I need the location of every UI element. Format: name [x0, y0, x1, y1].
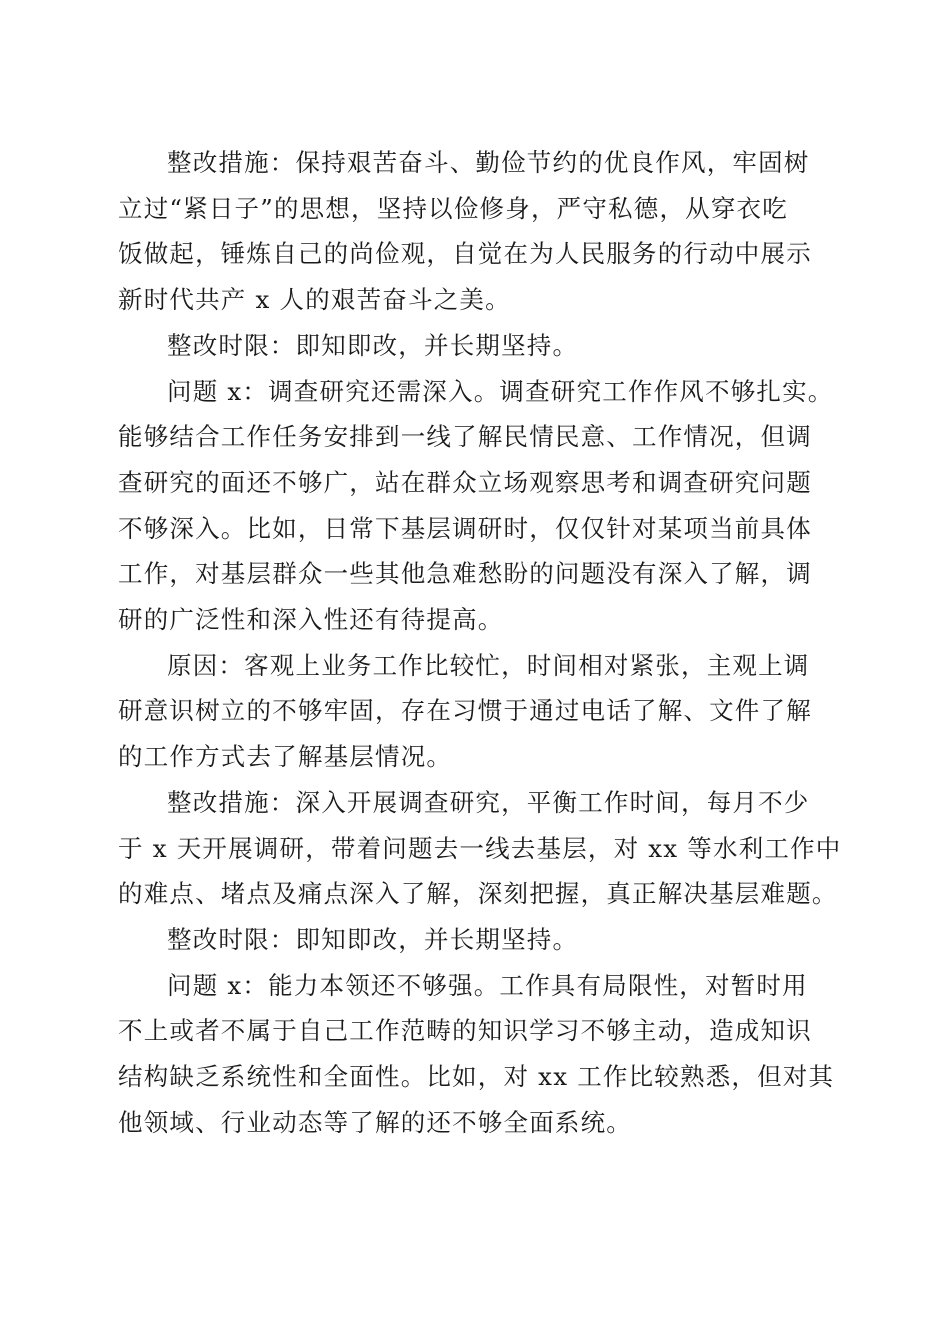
text-line: 整改时限：即知即改，并长期坚持。 [167, 924, 579, 954]
text-line: 研的广泛性和深入性还有待提高。 [118, 605, 504, 635]
text-line: 查研究的面还不够广，站在群众立场观察思考和调查研究问题 [118, 467, 812, 497]
text-line: 问题 x：调查研究还需深入。调查研究工作作风不够扎实。 [167, 376, 834, 406]
text-line: 不够深入。比如，日常下基层调研时，仅仅针对某项当前具体 [118, 513, 812, 543]
text-line: 的工作方式去了解基层情况。 [118, 742, 453, 772]
text-line: 问题 x：能力本领还不够强。工作具有局限性，对暂时用 [167, 970, 808, 1000]
paragraph-problem-ability [118, 963, 840, 1146]
paragraph-rectification-deadline [118, 917, 840, 963]
text-line: 新时代共产 x 人的艰苦奋斗之美。 [118, 285, 511, 315]
text-line: 能够结合工作任务安排到一线了解民情民意、工作情况，但调 [118, 422, 812, 452]
text-line: 饭做起，锤炼自己的尚俭观，自觉在为人民服务的行动中展示 [118, 239, 812, 269]
paragraph-problem-investigation [118, 369, 840, 643]
text-line: 整改措施：深入开展调查研究，平衡工作时间，每月不少 [167, 787, 810, 817]
text-line: 工作，对基层群众一些其他急难愁盼的问题没有深入了解，调 [118, 559, 812, 589]
paragraph-rectification-measures-frugality [118, 140, 840, 323]
text-line: 立过“紧日子”的思想，坚持以俭修身，严守私德，从穿衣吃 [118, 193, 788, 223]
text-line: 整改措施：保持艰苦奋斗、勤俭节约的优良作风，牢固树 [167, 148, 810, 177]
paragraph-rectification-deadline [118, 323, 840, 369]
text-line: 的难点、堵点及痛点深入了解，深刻把握，真正解决基层难题。 [118, 879, 838, 909]
text-line: 于 x 天开展调研，带着问题去一线去基层，对 xx 等水利工作中 [118, 833, 842, 863]
text-line: 原因：客观上业务工作比较忙，时间相对紧张，主观上调 [167, 650, 810, 680]
text-line: 结构缺乏系统性和全面性。比如，对 xx 工作比较熟悉，但对其 [118, 1062, 835, 1092]
paragraph-cause [118, 643, 840, 780]
text-line: 研意识树立的不够牢固，存在习惯于通过电话了解、文件了解 [118, 696, 812, 726]
text-line: 不上或者不属于自己工作范畴的知识学习不够主动，造成知识 [118, 1016, 812, 1046]
text-line: 整改时限：即知即改，并长期坚持。 [167, 330, 579, 360]
paragraph-rectification-measures-research [118, 780, 840, 917]
text-line: 他领域、行业动态等了解的还不够全面系统。 [118, 1107, 632, 1137]
document-body [118, 140, 840, 1145]
